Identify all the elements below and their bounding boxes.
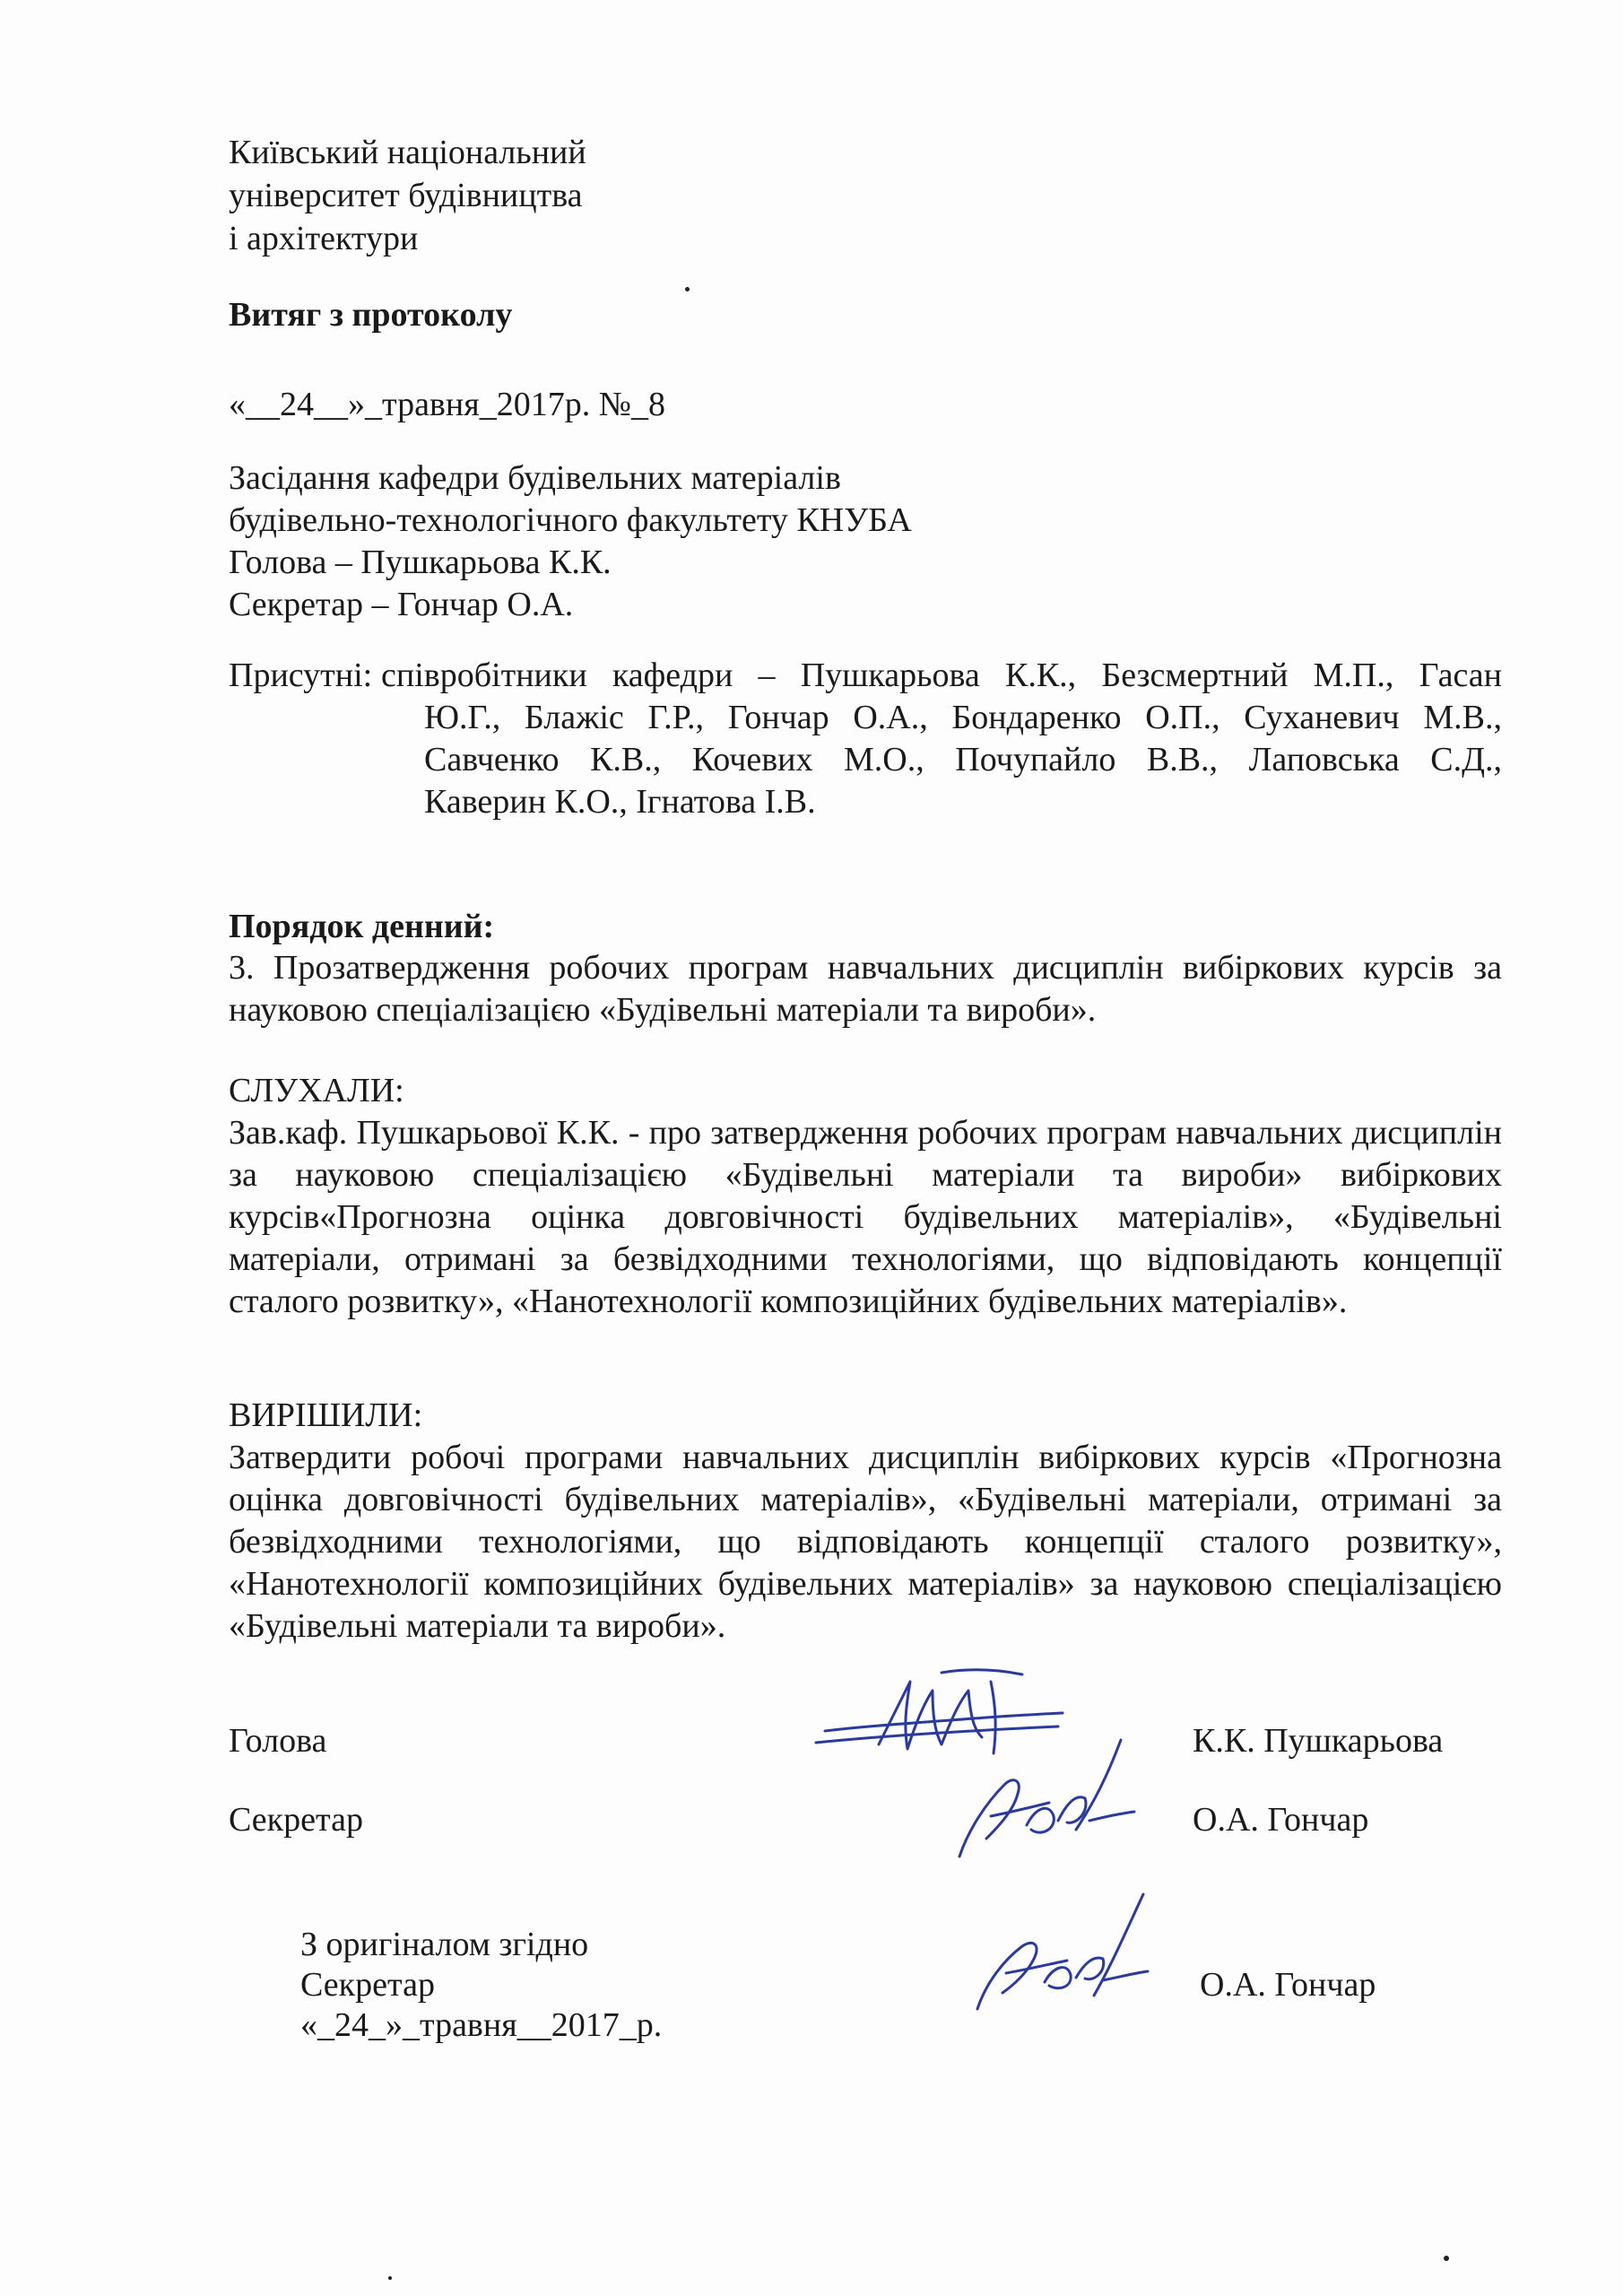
org-name-line-3: і архітектури <box>229 220 419 257</box>
certification-line-3: «_24_»_травня__2017_р. <box>300 2006 663 2044</box>
attendees-line-3: Савченко К.В., Кочевих М.О., Почупайло В.В., Лаповська С.Д., <box>424 741 1502 778</box>
attendees-line-2: Ю.Г., Блажіс Г.Р., Гончар О.А., Бондаренко О.П., Суханевич М.В., <box>424 699 1502 736</box>
certification-line-2: Секретар <box>300 1966 435 2004</box>
paper-speck <box>685 287 690 291</box>
heard-heading: СЛУХАЛИ: <box>229 1072 404 1109</box>
meeting-secretary: Секретар – Гончар О.А. <box>229 586 574 623</box>
paper-speck <box>388 2276 392 2280</box>
attendees-label: Присутні: <box>229 657 373 694</box>
org-name-line-2: університет будівництва <box>229 177 583 214</box>
chair-name: К.К. Пушкарьова <box>1193 1722 1444 1760</box>
decided-text: Затвердити робочі програми навчальних дисциплін вибіркових курсів «Прогнозна оцінка довговічності будівельних матеріалів», «Будівельні матеріали, отримані за безвідходними технологіями, що відповідають концепції сталого розвитку», «Нанотехнології композиційних будівельних матеріалів» за науковою спеціалізацією «Будівельні матеріали та вироби». <box>229 1439 1502 1645</box>
decided-heading: ВИРІШИЛИ: <box>229 1396 423 1434</box>
document-title: Витяг з протоколу <box>229 296 513 334</box>
org-name-line-1: Київський національний <box>229 134 586 171</box>
secretary-role: Секретар <box>229 1801 363 1839</box>
meeting-line-2: будівельно-технологічного факультету КНУБА <box>229 501 912 539</box>
secretary-signature <box>942 1731 1148 1870</box>
agenda-item: 3. Прозатвердження робочих програм навчальних дисциплін вибіркових курсів за науковою спеціалізацією «Будівельні матеріали та вироби». <box>229 949 1502 1029</box>
agenda-heading: Порядок денний: <box>229 908 495 945</box>
paper-speck <box>1444 2256 1449 2261</box>
heard-text: Зав.каф. Пушкарьової К.К. - про затвердження робочих програм навчальних дисциплін за науковою спеціалізацією «Будівельні матеріали та вироби» вибіркових курсів«Прогнозна оцінка довговічності будівельних матеріалів», «Будівельні матеріали, отримані за безвідходними технологіями, що відповідають концепції сталого розвитку», «Нанотехнології композиційних будівельних матеріалів». <box>229 1114 1502 1320</box>
secretary-name: О.А. Гончар <box>1193 1801 1369 1839</box>
attendees-block <box>229 655 1502 823</box>
meeting-line-1: Засідання кафедри будівельних матеріалів <box>229 459 841 497</box>
attendees-line-1: співробітники кафедри – Пушкарьова К.К., Безсмертний М.П., Гасан <box>381 657 1502 694</box>
chair-role: Голова <box>229 1722 327 1760</box>
attendees-line-4: Каверин К.О., Ігнатова І.В. <box>424 783 816 821</box>
meeting-chair: Голова – Пушкарьова К.К. <box>229 544 612 581</box>
certification-name: О.А. Гончар <box>1200 1966 1376 2004</box>
protocol-date: «__24__»_травня_2017р. №_8 <box>229 386 665 423</box>
certification-line-1: З оригіналом згідно <box>300 1926 589 1963</box>
certification-signature <box>968 1883 1157 2022</box>
